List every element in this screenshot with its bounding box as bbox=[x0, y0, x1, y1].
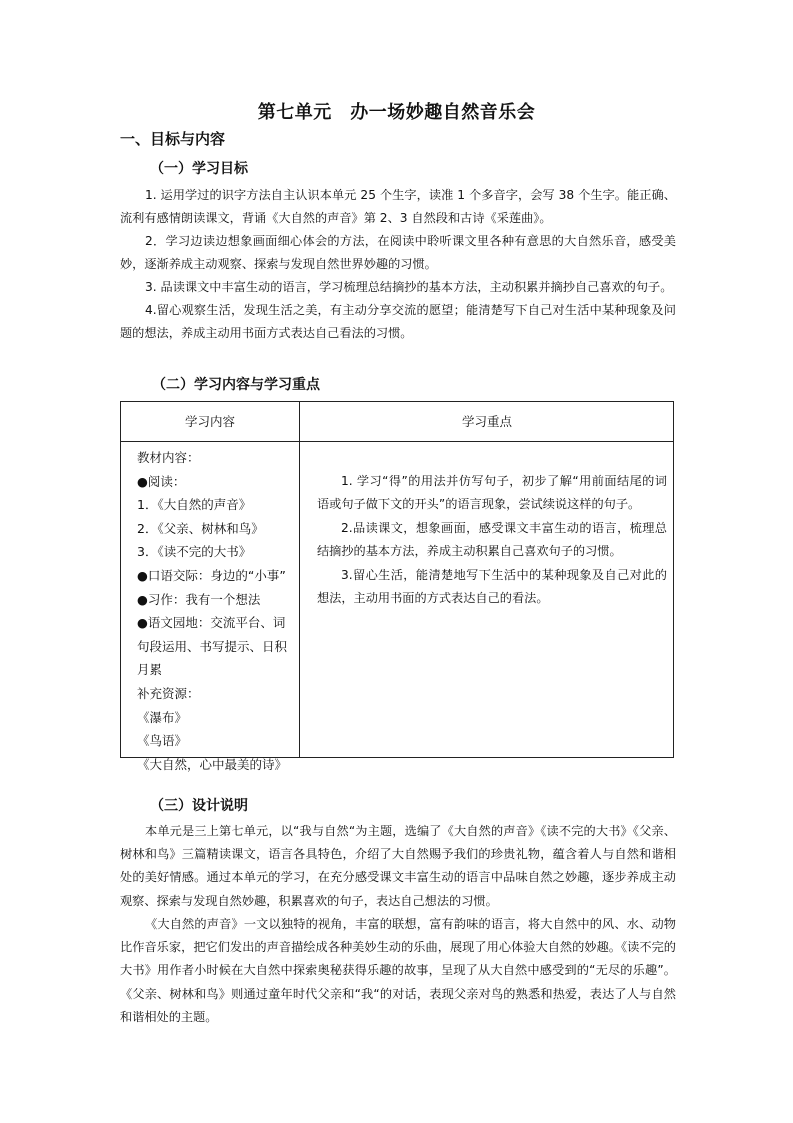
design-paragraph-1: 本单元是三上第七单元，以“我与自然“为主题，选编了《大自然的声音》《读不完的大书》《父亲、树林和鸟》三篇精读课文，语言各具特色，介绍了大自然赐予我们的珍贵礼物，蕴含着人与自然和谐相处的美好情感。通过本单元的学习，在充分感受课文丰富生动的语言中品味自然之妙趣，逐步养成主动观察、探索与发现自然妙趣，积累喜欢的句子，表达自己想法的习惯。 bbox=[120, 824, 676, 908]
goal-2: 2．学习边读边想象画面细心体会的方法，在阅读中聆听课文里各种有意思的大自然乐音，感受美妙，逐渐养成主动观察、探索与发现自然世界妙趣的习惯。 bbox=[120, 234, 676, 271]
list-item: 教材内容： bbox=[137, 450, 200, 465]
list-item: 3．《读不完的大书》 bbox=[137, 544, 252, 560]
subheading-design-notes: （三）设计说明 bbox=[150, 798, 248, 814]
subheading-learning-goals: （一）学习目标 bbox=[150, 161, 248, 177]
table-header-focus: 学习重点 bbox=[461, 414, 512, 429]
list-item: 1．《大自然的声音》 bbox=[137, 497, 252, 513]
list-item: ●口语交际：身边的“小事” bbox=[137, 567, 286, 583]
table-column-divider bbox=[299, 402, 300, 757]
focus-item-3: 3.留心生活，能清楚地写下生活中的某种现象及自己对此的想法，主动用书面的方式表达自己的看法。 bbox=[317, 567, 667, 606]
learning-focus-column bbox=[317, 470, 667, 610]
list-item: 《大自然，心中最美的诗》 bbox=[137, 756, 288, 772]
list-item: 补充资源： bbox=[137, 685, 200, 701]
subheading-content-focus: （二）学习内容与学习重点 bbox=[152, 377, 320, 393]
section-heading-goals-content: 一、目标与内容 bbox=[120, 130, 226, 148]
list-item: ●阅读： bbox=[137, 473, 186, 489]
goal-3: 3. 品读课文中丰富生动的语言，学习梳理总结摘抄的基本方法，主动积累并摘抄自己喜欢的句子。 bbox=[145, 280, 673, 294]
learning-content-list bbox=[137, 446, 297, 776]
table-header-content: 学习内容 bbox=[184, 414, 235, 429]
content-focus-table bbox=[120, 401, 674, 772]
list-item: ●习作：我有一个想法 bbox=[137, 591, 261, 607]
focus-item-1: 1. 学习“得”的用法并仿写句子，初步了解“用前面结尾的词语或句子做下文的开头”的语言现象，尝试续说这样的句子。 bbox=[317, 474, 667, 512]
focus-item-2: 2.品读课文，想象画面，感受课文丰富生动的语言，梳理总结摘抄的基本方法，养成主动积累自己喜欢句子的习惯。 bbox=[317, 520, 667, 559]
list-item: ●语文园地：交流平台、词句段运用、书写提示、日积月累 bbox=[137, 615, 288, 678]
list-item: 《鸟语》 bbox=[137, 733, 188, 749]
document-title: 第七单元 办一场妙趣自然音乐会 bbox=[257, 102, 536, 123]
table-header-divider bbox=[121, 441, 673, 442]
list-item: 《瀑布》 bbox=[137, 709, 188, 725]
goal-4: 4.留心观察生活，发现生活之美，有主动分享交流的愿望；能清楚写下自己对生活中某种现象及问题的想法，养成主动用书面方式表达自己看法的习惯。 bbox=[120, 303, 676, 340]
design-paragraph-2: 《大自然的声音》一文以独特的视角，丰富的联想，富有韵味的语言，将大自然中的风、水、动物比作音乐家，把它们发出的声音描绘成各种美妙生动的乐曲，展现了用心体验大自然的妙趣。《读不完的大书》用作者小时候在大自然中探索奥秘获得乐趣的故事，呈现了从大自然中感受到的“无尽的乐趣”。《父亲、树林和鸟》则通过童年时代父亲和“我“的对话，表现父亲对鸟的熟悉和热爱，表达了人与自然和谐相处的主题。 bbox=[120, 917, 676, 1024]
list-item: 2．《父亲、树林和鸟》 bbox=[137, 520, 264, 536]
goal-1: 1. 运用学过的识字方法自主认识本单元 25 个生字，读准 1 个多音字，会写 38 个生字。能正确、流利有感情朗读课文，背诵《大自然的声音》第 2、3 自然段和古诗《采莲曲》。 bbox=[120, 188, 676, 225]
